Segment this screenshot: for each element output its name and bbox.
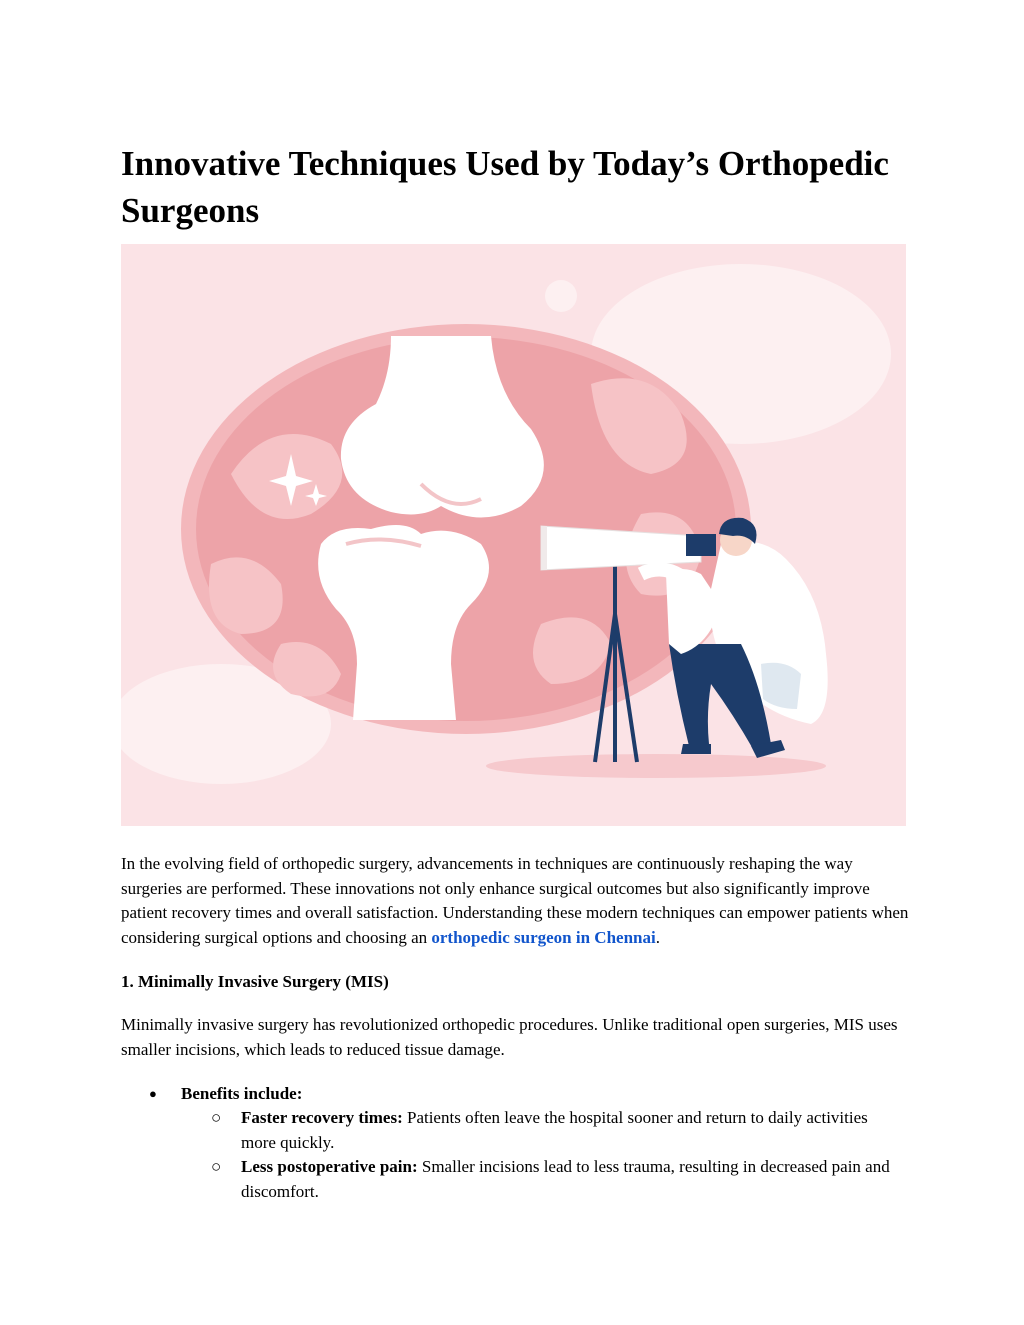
- hero-illustration: [121, 244, 906, 826]
- benefit-item: [241, 1155, 901, 1204]
- benefit-text: Patients often leave the hospital sooner and return to daily activities more quickly.: [241, 1108, 868, 1152]
- benefit-text: Smaller incisions lead to less trauma, resulting in decreased pain and discomfort.: [241, 1157, 890, 1201]
- benefit-label: Faster recovery times:: [241, 1108, 403, 1127]
- benefit-label: Less postoperative pain:: [241, 1157, 418, 1176]
- bullet-marker: ●: [149, 1086, 157, 1101]
- sub-bullet-marker: ○: [211, 1157, 222, 1176]
- benefit-item: [241, 1106, 901, 1155]
- document-title: Innovative Techniques Used by Today’s Orthopedic Surgeons: [121, 144, 889, 230]
- intro-paragraph: [121, 852, 911, 950]
- orthopedic-surgeon-link[interactable]: orthopedic surgeon in Chennai: [431, 927, 656, 947]
- mis-paragraph: Minimally invasive surgery has revolutionized orthopedic procedures. Unlike traditional open surgeries, MIS uses smaller incisions, which leads to reduced tissue damage.: [121, 1015, 898, 1059]
- intro-end: .: [655, 927, 660, 947]
- benefits-label: Benefits include:: [181, 1084, 303, 1103]
- intro-text: In the evolving field of orthopedic surgery, advancements in techniques are continuously reshaping the way surgeries are performed. These innovations not only enhance surgical outcomes but also significantly improve patient recovery times and overall satisfaction. Understanding these modern techniques can empower patients when considering surgical options and choosing an: [121, 854, 909, 947]
- sub-bullet-marker: ○: [211, 1108, 222, 1127]
- section-heading-mis: 1. Minimally Invasive Surgery (MIS): [121, 972, 389, 991]
